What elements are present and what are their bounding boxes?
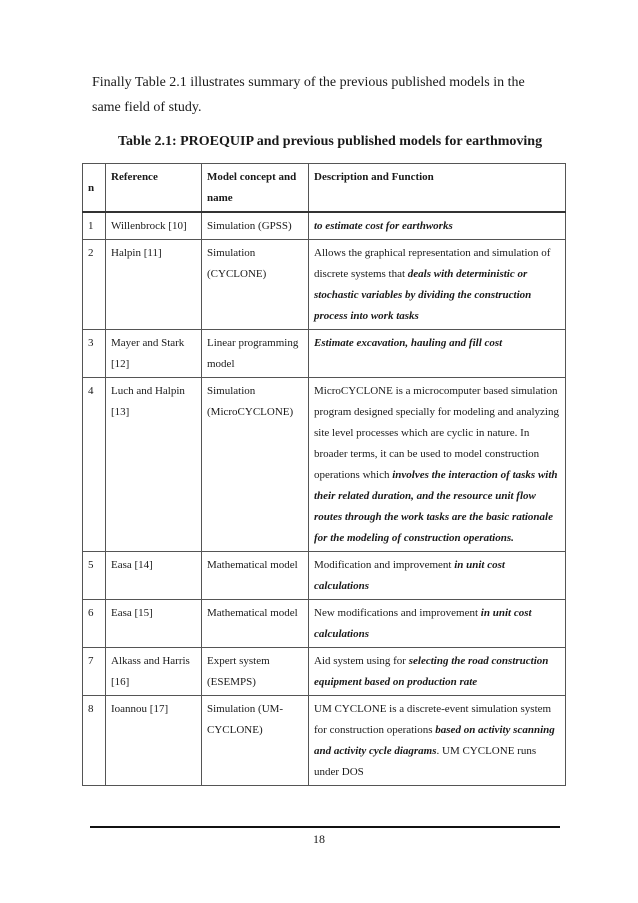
description-emphasis: based on activity scanning and activity cycle diagrams — [314, 724, 555, 757]
header-model: Model concept and name — [202, 164, 309, 213]
cell-model: Simulation (CYCLONE) — [202, 240, 309, 330]
cell-model: Simulation (GPSS) — [202, 212, 309, 240]
footer-rule — [90, 826, 560, 828]
description-emphasis: selecting the road construction equipment based on production rate — [314, 655, 549, 688]
models-table — [82, 163, 566, 786]
cell-n: 4 — [83, 378, 106, 552]
description-emphasis: to estimate cost for earthworks — [314, 220, 453, 232]
table-row — [83, 552, 566, 600]
table-row — [83, 330, 566, 378]
cell-description — [309, 240, 566, 330]
description-text: Aid system using for — [314, 655, 409, 667]
description-emphasis: in unit cost calculations — [314, 559, 505, 592]
table-row — [83, 240, 566, 330]
cell-reference: Ioannou [17] — [106, 696, 202, 786]
cell-reference: Easa [15] — [106, 600, 202, 648]
cell-reference: Alkass and Harris [16] — [106, 648, 202, 696]
cell-n: 5 — [83, 552, 106, 600]
description-text: Allows the graphical representation and simulation of discrete systems that — [314, 247, 551, 280]
cell-description — [309, 212, 566, 240]
cell-reference: Mayer and Stark [12] — [106, 330, 202, 378]
table-row — [83, 648, 566, 696]
cell-reference: Willenbrock [10] — [106, 212, 202, 240]
description-tail: . UM CYCLONE runs under DOS — [314, 745, 537, 778]
cell-description — [309, 648, 566, 696]
description-text: MicroCYCLONE is a microcomputer based simulation program designed specially for modeling and analyzing site level processes which are cyclic in nature. In broader terms, it can be used to model construction operations which — [314, 385, 559, 481]
cell-description — [309, 552, 566, 600]
description-text: UM CYCLONE is a discrete-event simulation system for construction operations — [314, 703, 552, 736]
table-row — [83, 378, 566, 552]
intro-paragraph: Finally Table 2.1 illustrates summary of the previous published models in the same field of study. — [92, 75, 525, 115]
table-row — [83, 212, 566, 240]
cell-model: Mathematical model — [202, 600, 309, 648]
description-emphasis: in unit cost calculations — [314, 607, 532, 640]
header-n: n — [83, 164, 106, 213]
cell-description — [309, 696, 566, 786]
cell-n: 6 — [83, 600, 106, 648]
cell-reference: Halpin [11] — [106, 240, 202, 330]
cell-n: 1 — [83, 212, 106, 240]
cell-model: Mathematical model — [202, 552, 309, 600]
cell-model: Simulation (MicroCYCLONE) — [202, 378, 309, 552]
description-text: Modification and improvement — [314, 559, 455, 571]
cell-description — [309, 600, 566, 648]
page-number: 18 — [313, 832, 325, 846]
cell-model: Linear programming model — [202, 330, 309, 378]
cell-n: 8 — [83, 696, 106, 786]
cell-n: 3 — [83, 330, 106, 378]
header-description: Description and Function — [309, 164, 566, 213]
table-body — [83, 212, 566, 786]
table-row — [83, 600, 566, 648]
header-reference: Reference — [106, 164, 202, 213]
table-header-row — [83, 164, 566, 213]
table-caption: Table 2.1: PROEQUIP and previous published models for earthmoving — [118, 134, 543, 149]
cell-description — [309, 330, 566, 378]
cell-n: 2 — [83, 240, 106, 330]
cell-reference: Easa [14] — [106, 552, 202, 600]
description-emphasis: involves the interaction of tasks with their related duration, and the resource unit flow routes through the work tasks are the basic rationale for the modeling of construction operations. — [314, 469, 558, 544]
cell-reference: Luch and Halpin [13] — [106, 378, 202, 552]
cell-model: Expert system (ESEMPS) — [202, 648, 309, 696]
cell-description — [309, 378, 566, 552]
cell-n: 7 — [83, 648, 106, 696]
table-row — [83, 696, 566, 786]
cell-model: Simulation (UM-CYCLONE) — [202, 696, 309, 786]
description-emphasis: Estimate excavation, hauling and fill cost — [314, 337, 503, 349]
description-emphasis: deals with deterministic or stochastic variables by dividing the construction process into work tasks — [314, 268, 532, 322]
description-text: New modifications and improvement — [314, 607, 481, 619]
